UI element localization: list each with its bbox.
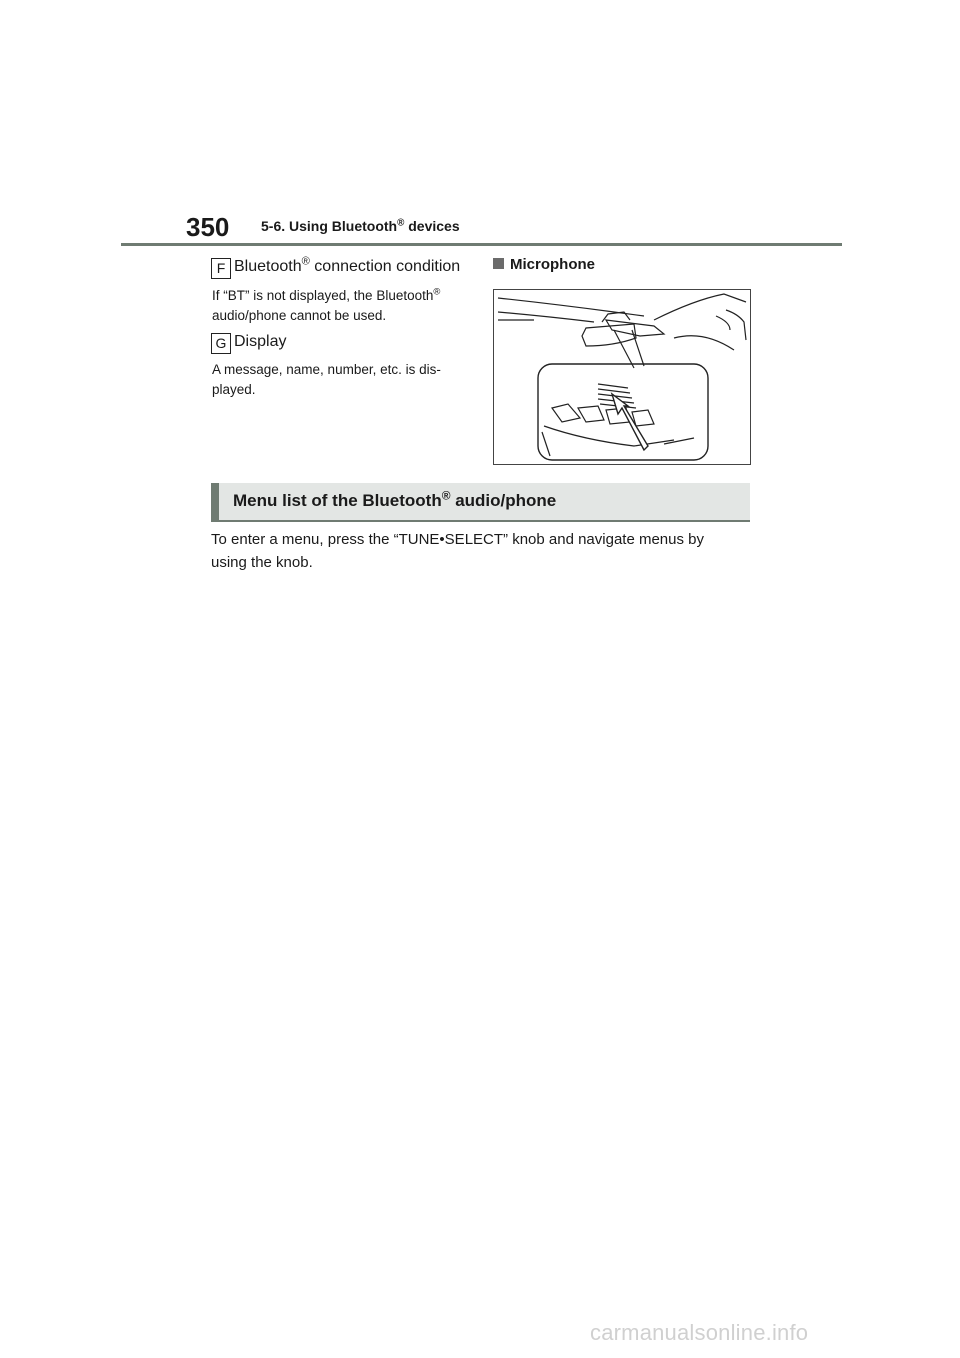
label-f-box: F <box>211 258 231 279</box>
item-g-description: A message, name, number, etc. is dis- played. <box>212 362 441 397</box>
label-g-box: G <box>211 333 231 354</box>
square-bullet-icon <box>493 258 504 269</box>
menu-list-title: Menu list of the Bluetooth® audio/phone <box>233 488 557 510</box>
microphone-heading: Microphone <box>493 256 595 273</box>
watermark: carmanualsonline.info <box>590 1320 809 1345</box>
item-f-title: Bluetooth® connection condition <box>234 255 461 275</box>
section-title: 5-6. Using Bluetooth® devices <box>261 217 460 234</box>
item-f-description: If “BT” is not displayed, the Bluetooth® audio/phone cannot be used. <box>212 286 441 323</box>
header-rule <box>121 243 842 246</box>
microphone-illustration <box>493 289 751 465</box>
item-g-title: Display <box>234 333 287 350</box>
menu-list-heading <box>211 483 750 522</box>
microphone-location-drawing <box>494 290 750 464</box>
heading-accent-bar <box>211 483 219 520</box>
page-number: 350 <box>186 212 230 242</box>
menu-intro-paragraph: To enter a menu, press the “TUNE•SELECT” knob and navigate menus by using the knob. <box>211 531 704 571</box>
